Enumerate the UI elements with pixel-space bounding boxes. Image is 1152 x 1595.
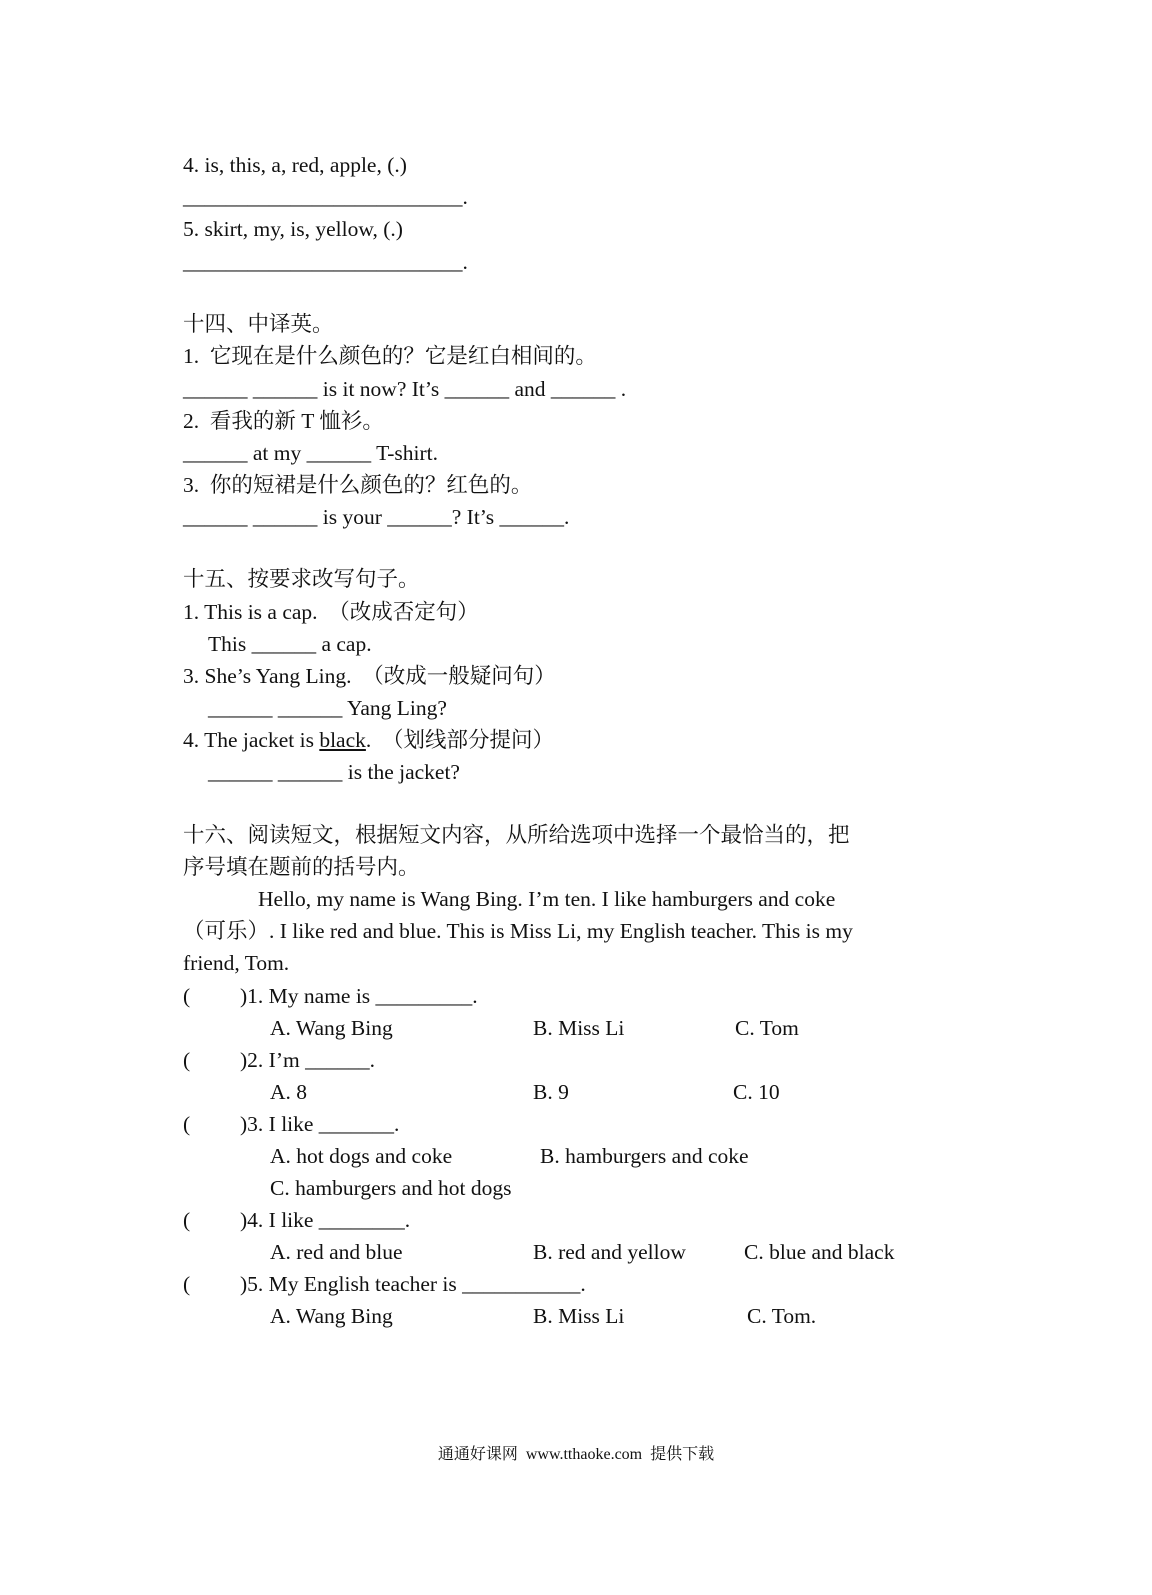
question-16-5: )5. My English teacher is ___________.: [240, 1272, 586, 1296]
option-a: A. Wang Bing: [270, 1304, 393, 1328]
option-b: B. red and yellow: [533, 1240, 686, 1264]
option-b: B. Miss Li: [533, 1016, 625, 1040]
option-b: B. hamburgers and coke: [540, 1144, 749, 1168]
question-14-2-chinese: 2. 看我的新 T 恤衫。: [183, 409, 384, 433]
option-a: A. hot dogs and coke: [270, 1144, 453, 1168]
question-14-1-english: ______ ______ is it now? It’s ______ and ______ .: [183, 377, 627, 401]
question-15-4: [183, 727, 554, 753]
section-16-title-line2: 序号填在题前的括号内。: [183, 855, 420, 879]
question-16-2: )2. I’m ______.: [240, 1048, 375, 1072]
option-a: A. Wang Bing: [270, 1016, 393, 1040]
question-15-4-prefix: 4. The jacket is: [183, 728, 320, 752]
passage-line-3: friend, Tom.: [183, 951, 290, 975]
question-14-1-chinese: 1. 它现在是什么颜色的？它是红白相间的。: [183, 344, 597, 368]
option-a: A. red and blue: [270, 1240, 403, 1264]
answer-bracket: (: [183, 1272, 191, 1296]
option-a: A. 8: [270, 1080, 308, 1104]
question-16-4: )4. I like ________.: [240, 1208, 411, 1232]
answer-line-13-5: __________________________.: [183, 250, 468, 274]
question-14-2-english: ______ at my ______ T-shirt.: [183, 441, 439, 465]
option-b: B. 9: [533, 1080, 569, 1104]
answer-15-4: ______ ______ is the jacket?: [208, 760, 460, 784]
passage-line-1: Hello, my name is Wang Bing. I’m ten. I like hamburgers and coke: [258, 887, 836, 911]
question-15-3: 3. She’s Yang Ling. （改成一般疑问句）: [183, 664, 556, 688]
question-14-3-chinese: 3. 你的短裙是什么颜色的？红色的。: [183, 473, 533, 497]
option-c: C. hamburgers and hot dogs: [270, 1176, 512, 1200]
question-14-3-english: ______ ______ is your ______? It’s ______.: [183, 505, 570, 529]
section-16-title-line1: 十六、阅读短文，根据短文内容，从所给选项中选择一个最恰当的，把: [183, 823, 850, 847]
answer-line-13-4: __________________________.: [183, 185, 468, 209]
page-footer: 通通好课网 www.tthaoke.com 提供下载: [437, 1446, 715, 1463]
answer-bracket: (: [183, 1208, 191, 1232]
question-15-1: 1. This is a cap. （改成否定句）: [183, 600, 479, 624]
question-16-1: )1. My name is _________.: [240, 984, 478, 1008]
question-16-3: )3. I like _______.: [240, 1112, 400, 1136]
answer-15-1: This ______ a cap.: [208, 632, 372, 656]
section-14-title: 十四、中译英。: [183, 312, 334, 336]
option-c: C. Tom: [735, 1016, 799, 1040]
option-c: C. blue and black: [744, 1240, 895, 1264]
section-15-title: 十五、按要求改写句子。: [183, 567, 420, 591]
answer-bracket: (: [183, 984, 191, 1008]
option-c: C. Tom.: [747, 1304, 817, 1328]
underlined-word: black: [319, 728, 366, 752]
question-15-4-suffix: . （划线部分提问）: [365, 728, 555, 752]
answer-bracket: (: [183, 1048, 191, 1072]
question-13-5: 5. skirt, my, is, yellow, (.): [183, 217, 403, 241]
passage-line-2: （可乐）. I like red and blue. This is Miss Li, my English teacher. This is my: [183, 919, 853, 943]
answer-bracket: (: [183, 1112, 191, 1136]
option-b: B. Miss Li: [533, 1304, 625, 1328]
question-13-4: 4. is, this, a, red, apple, (.): [183, 153, 407, 177]
option-c: C. 10: [733, 1080, 780, 1104]
answer-15-3: ______ ______ Yang Ling?: [208, 696, 447, 720]
